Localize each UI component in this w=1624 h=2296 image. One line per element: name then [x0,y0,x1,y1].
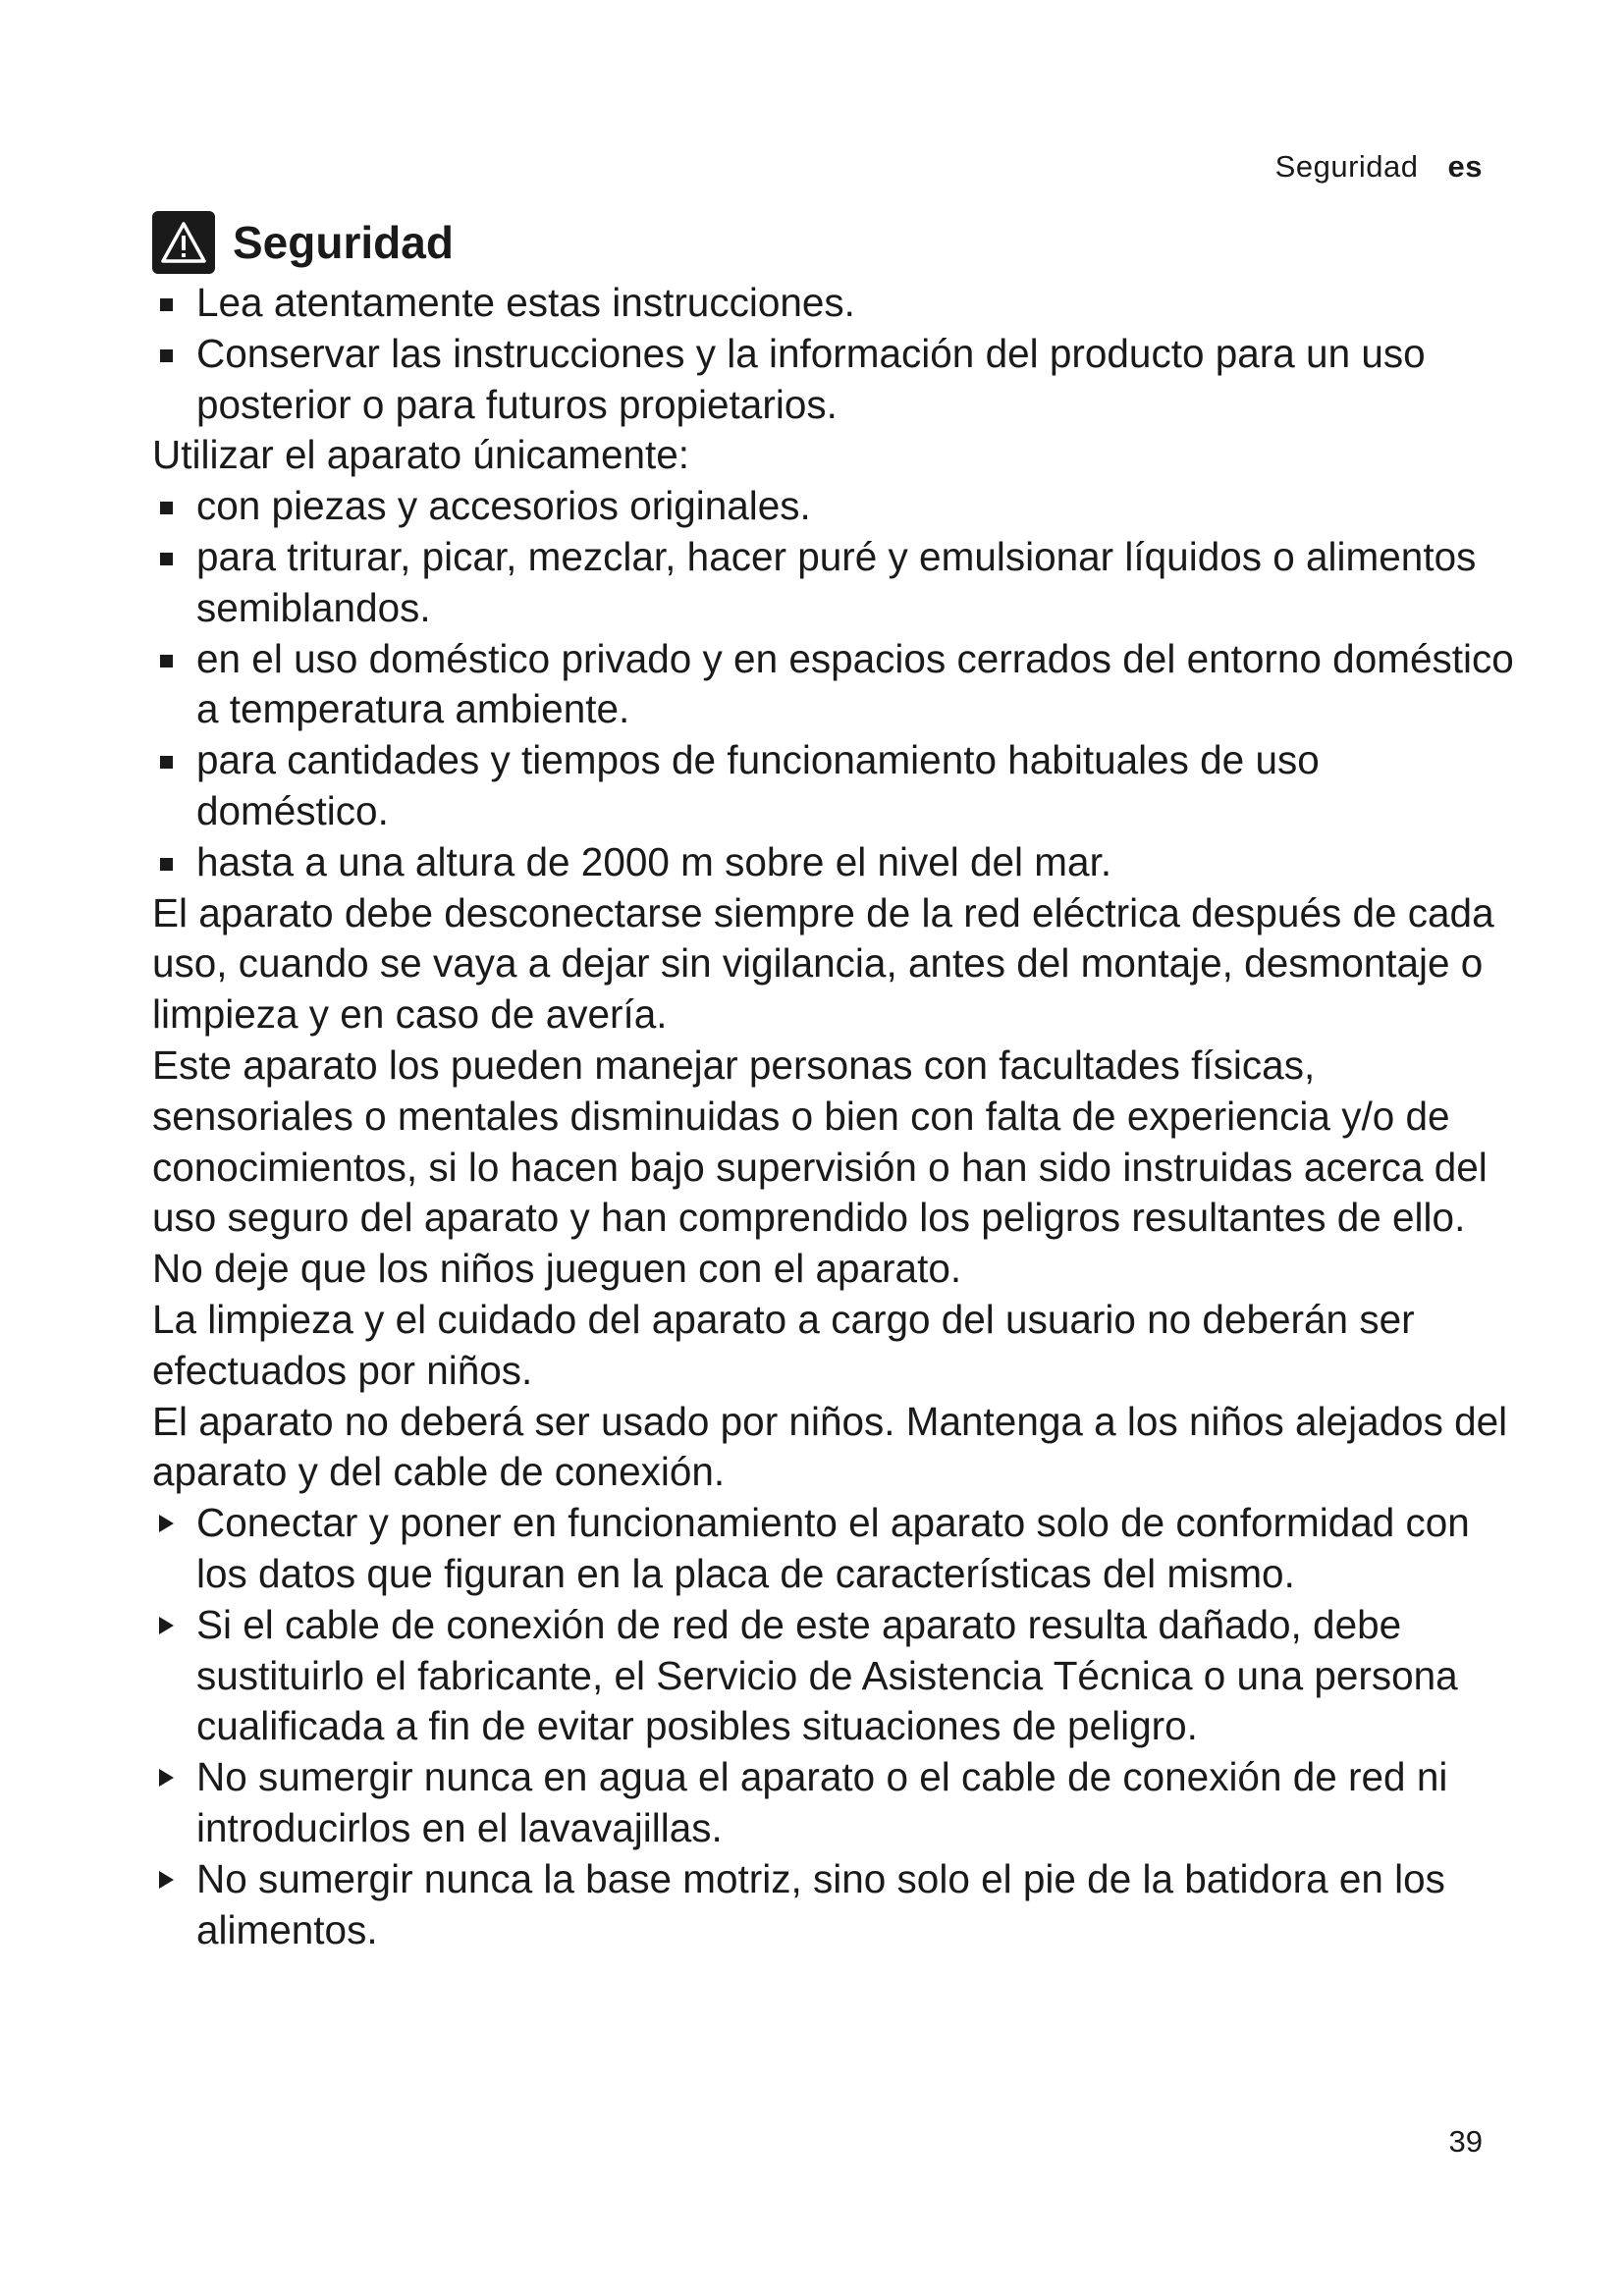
list-item-text: Lea atentamente estas instrucciones. [196,280,855,325]
action-item-text: No sumergir nunca la base motriz, sino solo el pie de la batidora en los alimentos. [196,1855,1445,1952]
square-bullet-icon [160,553,173,565]
list-item-text: hasta a una altura de 2000 m sobre el nivel del mar. [196,838,1112,884]
section-heading [152,211,454,274]
list-item [152,481,1522,532]
body-paragraph: El aparato no deberá ser usado por niños. Mantenga a los niños alejados del aparato y del cable de conexión. [152,1398,1508,1495]
triangle-arrow-icon [159,1515,174,1532]
list-item-text: Conservar las instrucciones y la información del producto para un uso posterior o para futuros propietarios. [196,330,1426,427]
list-item-text: para triturar, picar, mezclar, hacer puré y emulsionar líquidos o alimentos semiblandos. [196,533,1477,630]
action-item-text: Si el cable de conexión de red de este aparato resulta dañado, debe sustituirlo el fabricante, el Servicio de Asistencia Técnica o una persona cualificada a fin de evitar posibles situaciones de peligro. [196,1601,1458,1749]
action-item [152,1600,1522,1752]
list-item-text: para cantidades y tiempos de funcionamiento habituales de uso doméstico. [196,737,1320,833]
action-item-text: Conectar y poner en funcionamiento el aparato solo de conformidad con los datos que figuran en la placa de características del mismo. [196,1500,1470,1596]
list-item-text: en el uso doméstico privado y en espacios cerrados del entorno doméstico a temperatura ambiente. [196,635,1514,732]
list-item [152,735,1522,837]
body-paragraph: No deje que los niños jueguen con el aparato. [152,1246,962,1292]
square-bullet-icon [160,298,173,311]
list-item [152,278,1522,329]
triangle-arrow-icon [159,1617,174,1634]
action-item [152,1854,1522,1956]
warning-triangle-icon [152,211,215,274]
action-item [152,1752,1522,1854]
header-section-title: Seguridad [1274,149,1419,184]
action-item-text: No sumergir nunca en agua el aparato o el cable de conexión de red ni introducirlos en el lavavajillas. [196,1754,1448,1850]
body-paragraph: La limpieza y el cuidado del aparato a cargo del usuario no deberán ser efectuados por niños. [152,1296,1415,1393]
header-language-code: es [1447,149,1483,184]
action-item [152,1498,1522,1600]
square-bullet-icon [160,349,173,362]
body-paragraph: Este aparato los pueden manejar personas con facultades físicas, sensoriales o mentales disminuidas o bien con falta de experiencia y/o de conocimientos, si lo hacen bajo supervisión o han sido instruidas acerca del uso seguro del aparato y han comprendido los peligros resultantes de ello. [152,1041,1488,1241]
list-item-text: con piezas y accesorios originales. [196,483,811,529]
use-intro-paragraph: Utilizar el aparato únicamente: [152,432,690,478]
body-paragraph: El aparato debe desconectarse siempre de la red eléctrica después de cada uso, cuando se vaya a dejar sin vigilancia, antes del montaje, desmontaje o limpieza y en caso de avería. [152,889,1494,1038]
page-number: 39 [1448,2124,1483,2159]
list-item [152,837,1522,888]
running-header [1275,149,1483,185]
square-bullet-icon [160,858,173,871]
triangle-arrow-icon [159,1769,174,1787]
square-bullet-icon [160,756,173,769]
list-item [152,532,1522,634]
safety-content [152,278,1522,1955]
page-title: Seguridad [233,217,454,268]
list-item [152,329,1522,431]
list-item [152,634,1522,736]
square-bullet-icon [160,655,173,667]
triangle-arrow-icon [159,1871,174,1889]
square-bullet-icon [160,502,173,514]
